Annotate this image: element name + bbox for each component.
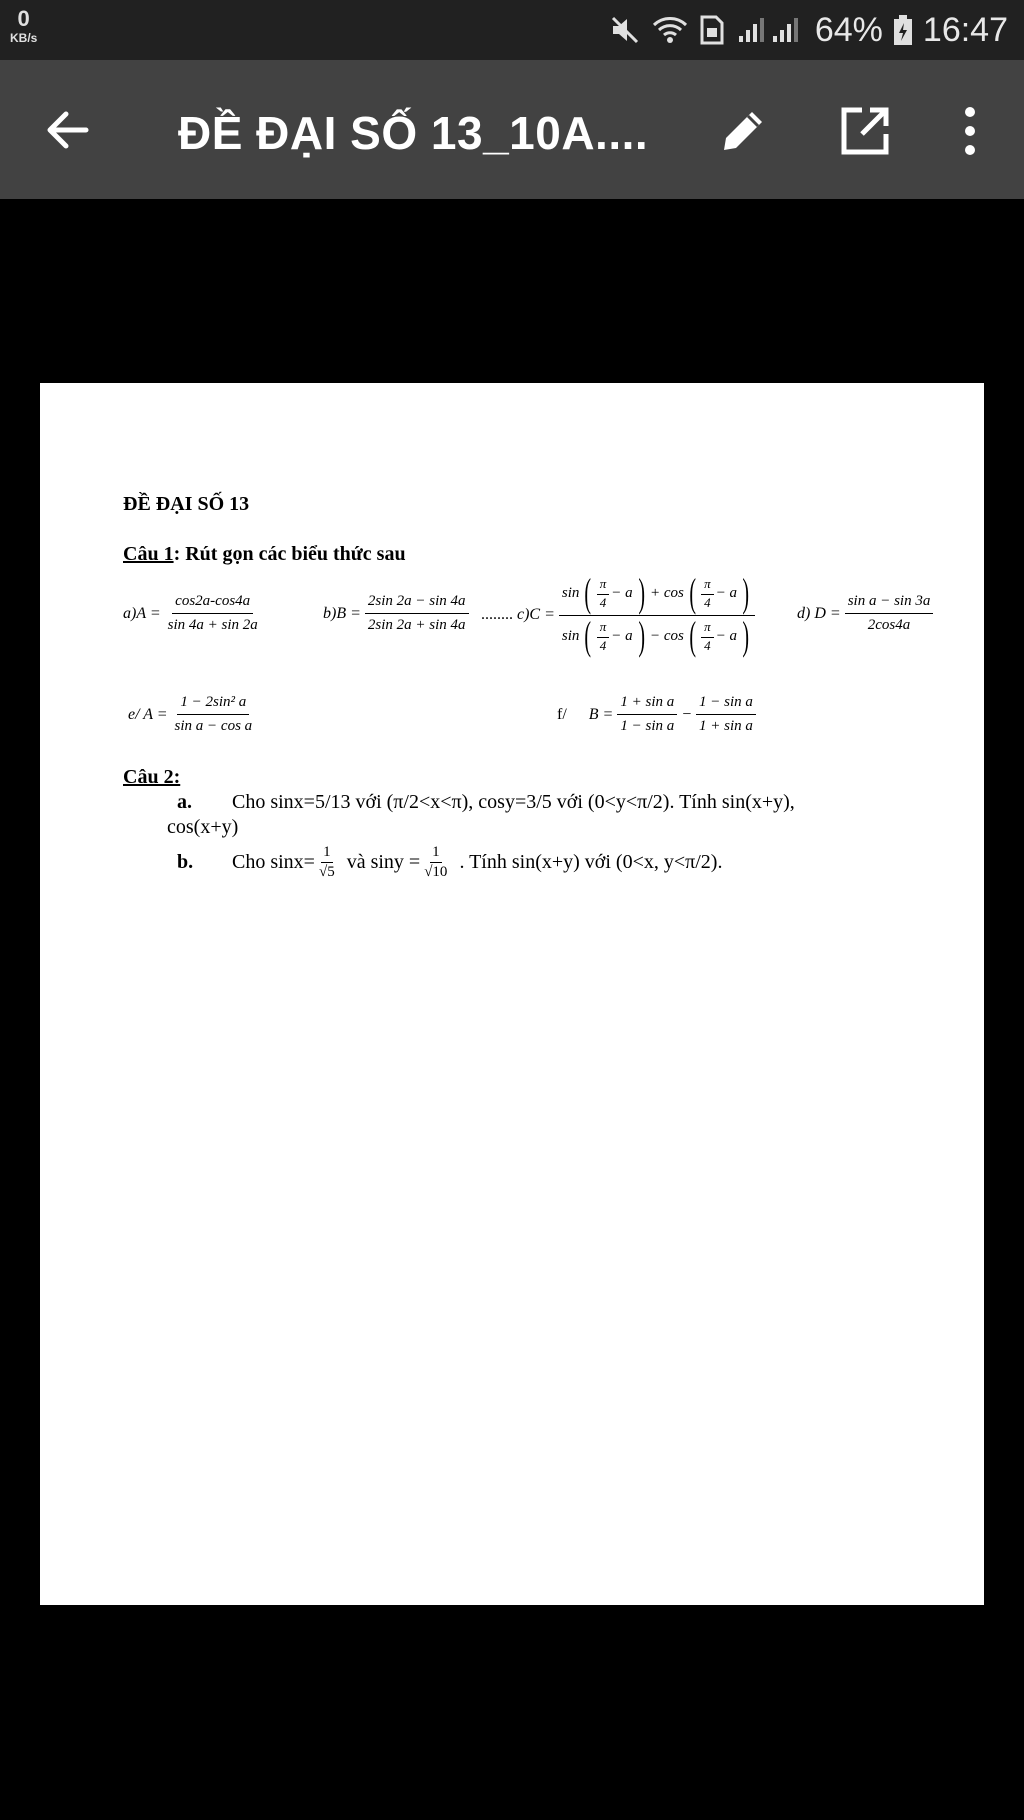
expression-f-numerator-2: 1 − sin a <box>696 694 756 715</box>
expression-d-fraction <box>845 593 934 634</box>
pencil-icon <box>716 104 770 158</box>
network-speed-unit: KB/s <box>10 31 38 45</box>
expression-a-denominator: sin 4a + sin 2a <box>167 617 258 633</box>
expression-a <box>123 593 261 634</box>
open-with-button[interactable] <box>836 102 894 160</box>
clock: 16:47 <box>922 10 1008 49</box>
more-options-button[interactable] <box>950 102 990 160</box>
status-bar <box>0 0 1024 60</box>
question-2-heading: Câu 2: <box>123 766 181 788</box>
app-bar <box>0 60 1024 199</box>
expression-c-denominator: sin ( π 4 − a ) − cos ( π 4 − a ) <box>561 613 750 658</box>
expression-c-fraction <box>559 570 755 658</box>
network-speed <box>10 8 37 44</box>
expression-d <box>797 593 933 634</box>
pi-over-4: π 4 <box>597 619 610 654</box>
expression-a-numerator: cos2a-cos4a <box>172 593 253 614</box>
document-title: ĐỀ ĐẠI SỐ 13_10A.... <box>178 107 649 159</box>
expression-e <box>128 694 255 735</box>
more-vert-icon <box>950 102 990 160</box>
expression-b-numerator: 2sin 2a − sin 4a <box>365 593 469 614</box>
question-2b-label: b. <box>177 851 194 873</box>
question-2b-prefix: Cho sinx= <box>232 851 315 873</box>
expression-c-sin-den: sin <box>561 627 580 644</box>
expression-f <box>557 694 756 735</box>
fraction-1-denominator: √5 <box>318 864 335 880</box>
question-2b-fraction-2 <box>422 844 449 881</box>
network-speed-value: 0 <box>17 6 30 31</box>
expression-b-lhs: b)B = <box>323 604 361 622</box>
expression-b-denominator: 2sin 2a + sin 4a <box>367 617 466 633</box>
expression-c-lhs: c)C = <box>517 605 555 623</box>
expression-f-operator: − <box>681 705 693 723</box>
expression-b-dots: ........ <box>481 605 513 623</box>
expression-f-lhs: B = <box>588 705 614 723</box>
expression-e-lhs: e/ A = <box>128 705 168 723</box>
minus-a: − a <box>611 627 633 644</box>
expression-c-cos-den: − cos <box>649 627 684 644</box>
expression-f-denominator-2: 1 + sin a <box>699 718 753 734</box>
back-button[interactable] <box>40 102 96 158</box>
expression-f-label: f/ <box>557 705 567 723</box>
expression-f-fraction-1 <box>617 694 677 735</box>
expression-d-numerator: sin a − sin 3a <box>845 593 934 614</box>
minus-a: − a <box>715 627 738 644</box>
wifi-icon <box>651 14 689 46</box>
expression-c-numerator: sin ( π 4 − a ) + cos ( π 4 − a ) <box>559 573 755 616</box>
pi-over-4: π 4 <box>701 619 714 654</box>
expression-d-lhs: d) D = <box>797 604 841 622</box>
question-2a-label: a. <box>177 791 192 813</box>
battery-icon <box>893 14 913 46</box>
expression-d-denominator: 2cos4a <box>867 617 911 633</box>
signal-strength-icon <box>735 14 805 46</box>
document-page[interactable] <box>40 383 984 1605</box>
expression-b-fraction <box>365 593 469 634</box>
question-1-text: : Rút gọn các biểu thức sau <box>173 543 406 565</box>
expression-e-denominator: sin a − cos a <box>174 718 253 734</box>
question-1-label: Câu 1 <box>123 543 174 565</box>
expression-f-denominator-1: 1 − sin a <box>620 718 675 734</box>
expression-e-numerator: 1 − 2sin² a <box>177 694 249 715</box>
sim-card-icon <box>699 14 725 46</box>
question-2a <box>177 791 795 814</box>
fraction-1-numerator: 1 <box>321 844 333 863</box>
expression-c-cos-num: + cos <box>649 584 684 601</box>
arrow-left-icon <box>40 102 96 158</box>
question-2b-suffix: . Tính sin(x+y) với (0<x, y<π/2). <box>459 851 723 873</box>
expression-e-fraction <box>172 694 256 735</box>
battery-percent: 64% <box>814 10 883 49</box>
question-2b-middle: và siny = <box>346 851 421 873</box>
expression-c-sin-num: sin <box>561 584 580 601</box>
expression-f-numerator-1: 1 + sin a <box>617 694 677 715</box>
question-1-heading <box>123 543 406 566</box>
pi-over-4: π 4 <box>701 576 714 611</box>
question-2b <box>177 844 722 881</box>
expression-a-fraction <box>165 593 261 634</box>
fraction-2-denominator: √10 <box>424 864 448 880</box>
mute-icon <box>609 14 641 46</box>
question-2a-continuation: cos(x+y) <box>167 816 239 838</box>
expression-c <box>481 570 755 658</box>
expression-f-fraction-2 <box>696 694 756 735</box>
question-2a-text: Cho sinx=5/13 với (π/2<x<π), cosy=3/5 với (0<y<π/2). Tính sin(x+y), <box>232 791 795 813</box>
fraction-2-numerator: 1 <box>430 844 442 863</box>
question-2b-fraction-1 <box>317 844 337 881</box>
minus-a: − a <box>715 584 738 601</box>
edit-button[interactable] <box>716 104 770 158</box>
expression-b <box>323 593 469 634</box>
pi-over-4: π 4 <box>597 576 610 611</box>
open-in-new-icon <box>836 102 894 160</box>
expression-a-lhs: a)A = <box>123 604 161 622</box>
page-heading: ĐỀ ĐẠI SỐ 13 <box>123 493 250 515</box>
minus-a: − a <box>611 584 633 601</box>
